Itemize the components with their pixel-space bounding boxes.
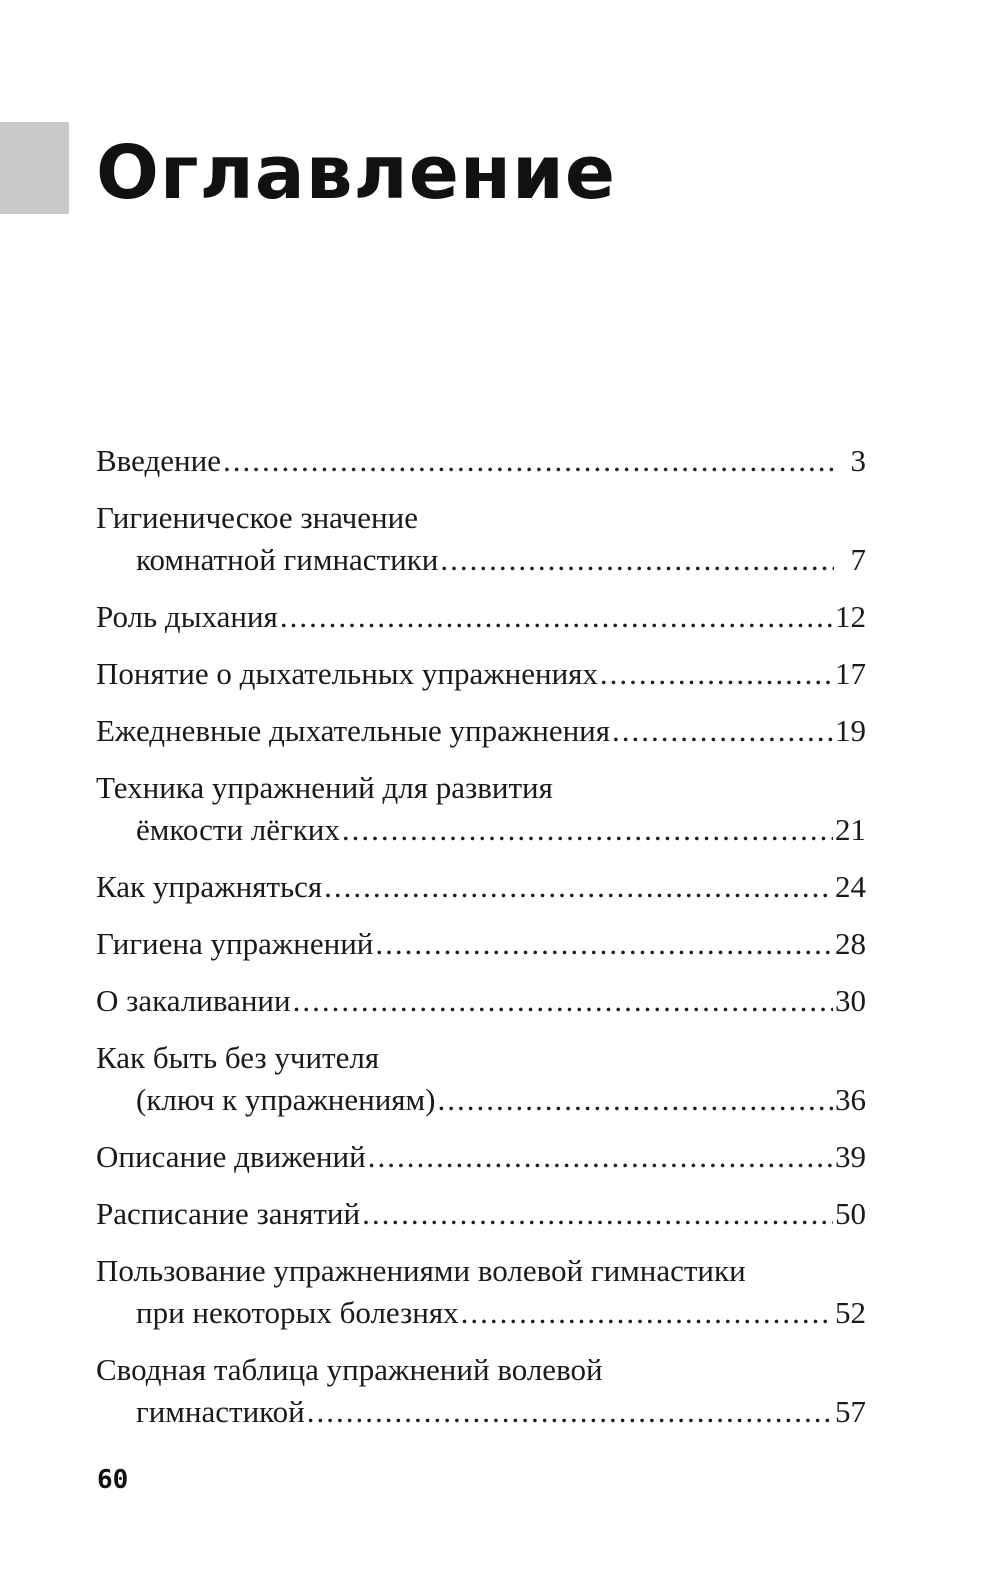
toc-entry[interactable] — [96, 767, 866, 851]
toc-entry-line — [96, 1349, 866, 1391]
toc-entry[interactable] — [96, 1250, 866, 1334]
toc-entry[interactable] — [96, 866, 866, 908]
toc-entry[interactable] — [96, 710, 866, 752]
toc-entry-line — [96, 866, 866, 908]
toc-entry[interactable] — [96, 596, 866, 638]
toc-entry[interactable] — [96, 1136, 866, 1178]
toc-entry[interactable] — [96, 923, 866, 965]
table-of-contents — [96, 440, 866, 1448]
toc-entry-title: Сводная таблица упражнений волевой — [96, 1352, 603, 1387]
toc-entry-line — [96, 710, 866, 752]
toc-entry-page: 52 — [835, 1295, 866, 1330]
toc-entry[interactable] — [96, 653, 866, 695]
toc-entry-title: Понятие о дыхательных упражнениях — [96, 656, 598, 691]
toc-entry-title: Роль дыхания — [96, 599, 278, 634]
toc-entry-line — [96, 1037, 866, 1079]
toc-entry-line — [96, 1391, 866, 1433]
toc-entry[interactable] — [96, 497, 866, 581]
toc-entry-title-continued: (ключ к упражнениям) — [136, 1082, 436, 1117]
toc-entry-line — [96, 539, 866, 581]
toc-entry-title: Пользование упражнениями волевой гимнастики — [96, 1253, 746, 1288]
dot-leader — [368, 1136, 833, 1178]
toc-entry-line — [96, 1193, 866, 1235]
toc-entry-title: Расписание занятий — [96, 1196, 361, 1231]
dot-leader — [223, 440, 834, 482]
toc-entry-page: 17 — [835, 656, 866, 691]
toc-entry[interactable] — [96, 1037, 866, 1121]
toc-entry-title: Как упражняться — [96, 869, 323, 904]
toc-entry-page: 39 — [835, 1139, 866, 1174]
toc-entry-line — [96, 653, 866, 695]
toc-entry-title-continued: гимнастикой — [136, 1394, 305, 1429]
toc-entry-page: 30 — [835, 983, 866, 1018]
dot-leader — [280, 596, 833, 638]
toc-entry-line — [96, 980, 866, 1022]
toc-entry-page: 7 — [850, 542, 866, 577]
toc-entry-page: 12 — [835, 599, 866, 634]
toc-entry-page: 24 — [835, 869, 866, 904]
toc-entry-line — [96, 1250, 866, 1292]
dot-leader — [375, 923, 833, 965]
toc-entry-line — [96, 1079, 866, 1121]
toc-entry-line — [96, 1292, 866, 1334]
corner-tab-block — [0, 122, 69, 214]
toc-entry-title: Описание движений — [96, 1139, 366, 1174]
dot-leader — [342, 809, 833, 851]
toc-entry-line — [96, 596, 866, 638]
toc-entry-page: 36 — [835, 1082, 866, 1117]
dot-leader — [440, 539, 834, 581]
toc-entry-title: Как быть без учителя — [96, 1040, 380, 1075]
toc-entry-title: Гигиена упражнений — [96, 926, 374, 961]
dot-leader — [461, 1292, 833, 1334]
toc-entry-page: 19 — [835, 713, 866, 748]
toc-entry-title-continued: комнатной гимнастики — [136, 542, 439, 577]
toc-entry-line — [96, 440, 866, 482]
toc-entry-title: Техника упражнений для развития — [96, 770, 553, 805]
toc-entry-line — [96, 809, 866, 851]
dot-leader — [293, 980, 833, 1022]
toc-entry-title: О закаливании — [96, 983, 291, 1018]
page-title: Оглавление — [96, 130, 617, 216]
toc-entry[interactable] — [96, 440, 866, 482]
toc-entry-title: Введение — [96, 443, 221, 478]
dot-leader — [437, 1079, 833, 1121]
dot-leader — [307, 1391, 833, 1433]
toc-entry[interactable] — [96, 980, 866, 1022]
toc-entry-title: Гигиеническое значение — [96, 500, 418, 535]
toc-entry[interactable] — [96, 1349, 866, 1433]
toc-entry[interactable] — [96, 1193, 866, 1235]
dot-leader — [324, 866, 833, 908]
toc-entry-page: 28 — [835, 926, 866, 961]
toc-entry-page: 57 — [835, 1394, 866, 1429]
toc-entry-line — [96, 1136, 866, 1178]
dot-leader — [612, 710, 833, 752]
toc-entry-line — [96, 767, 866, 809]
toc-entry-title: Ежедневные дыхательные упражнения — [96, 713, 611, 748]
toc-entry-page: 3 — [850, 443, 866, 478]
toc-entry-page: 50 — [835, 1196, 866, 1231]
toc-entry-title-continued: при некоторых болезнях — [136, 1295, 459, 1330]
page-number: 60 — [97, 1465, 129, 1495]
toc-entry-line — [96, 923, 866, 965]
toc-entry-line — [96, 497, 866, 539]
toc-entry-title-continued: ёмкости лёгких — [136, 812, 340, 847]
toc-entry-page: 21 — [835, 812, 866, 847]
dot-leader — [600, 653, 833, 695]
dot-leader — [362, 1193, 833, 1235]
